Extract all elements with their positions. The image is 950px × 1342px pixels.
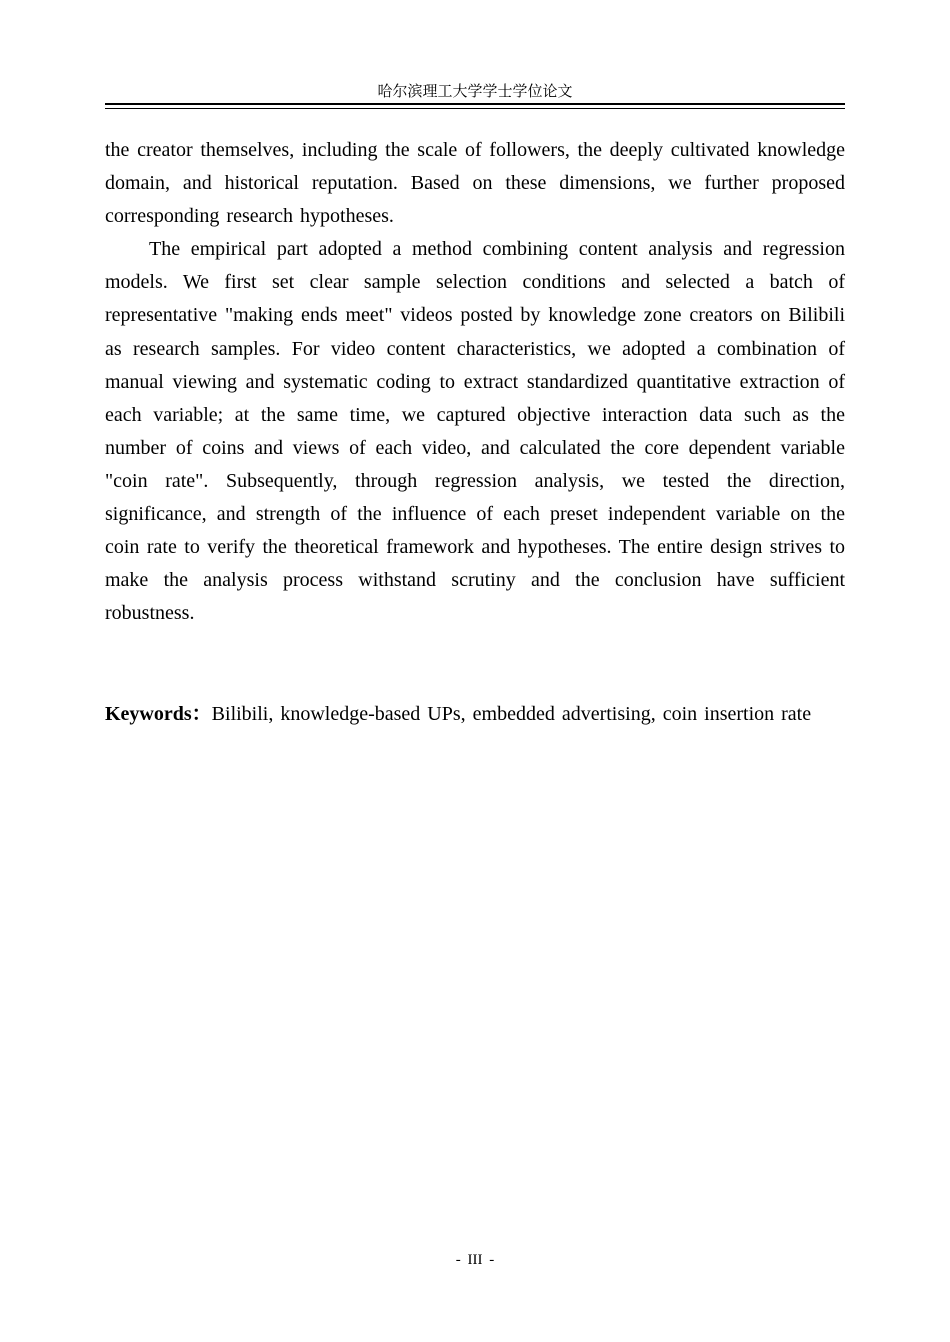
keywords-label: Keywords：: [105, 703, 212, 725]
header-rule-thick: [105, 103, 845, 105]
paragraph-empirical: The empirical part adopted a method combining content analysis and regression models. We first set clear sample selection conditions and selected a batch of representative "making ends meet" videos posted by knowledge zone creators on Bilibili as research samples. For video content characteristics, we adopted a combination of manual viewing and systematic coding to extract standardized quantitative extraction of each variable; at the same time, we captured objective interaction data such as the number of coins and views of each video, and calculated the core dependent variable "coin rate". Subsequently, through regression analysis, we tested the direction, significance, and strength of the influence of each preset independent variable on the coin rate to verify the theoretical framework and hypotheses. The entire design strives to make the analysis process withstand scrutiny and the conclusion have sufficient robustness.: [105, 238, 845, 625]
keywords-block: [105, 698, 918, 731]
keywords-text: Bilibili, knowledge-based UPs, embedded advertising, coin insertion rate: [211, 703, 812, 725]
paragraph-continuation: the creator themselves, including the scale of followers, the deeply cultivated knowledge domain, and historical reputation. Based on these dimensions, we further proposed corresponding research hypotheses.: [105, 139, 845, 228]
abstract-body: [105, 134, 845, 630]
running-header: 哈尔滨理工大学学士学位论文: [377, 84, 573, 100]
header-rule-thin: [105, 108, 845, 109]
page-number: - III -: [455, 1252, 495, 1268]
